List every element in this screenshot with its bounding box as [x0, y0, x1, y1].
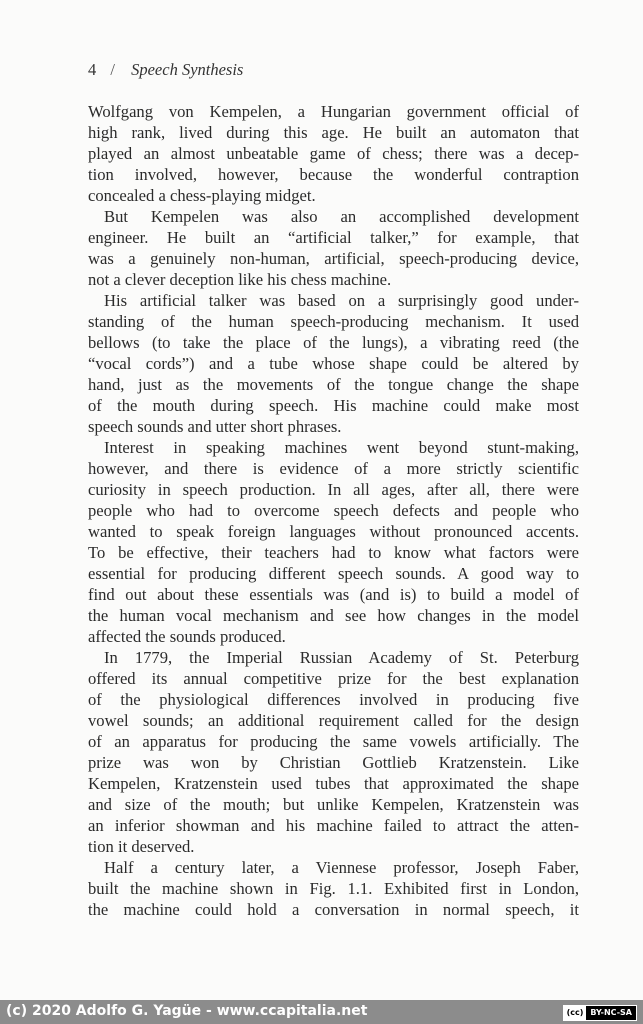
text-line: not a clever deception like his chess machine.	[88, 270, 392, 289]
text-line: find out about these essentials was (and is) to build a model of	[88, 585, 579, 604]
body-text	[88, 101, 579, 920]
text-line: of an apparatus for producing the same vowels artificially. The	[88, 732, 579, 751]
text-line: To be effective, their teachers had to know what factors were	[88, 543, 579, 562]
text-line: bellows (to take the place of the lungs), a vibrating reed (the	[88, 333, 579, 352]
text-line: however, and there is evidence of a more strictly scientific	[88, 459, 579, 478]
license-label: BY-NC-SA	[590, 1008, 632, 1017]
text-line: essential for producing different speech sounds. A good way to	[88, 564, 579, 583]
text-line: high rank, lived during this age. He built an automaton that	[88, 123, 579, 142]
text-line: an inferior showman and his machine failed to attract the atten-	[88, 816, 579, 835]
text-line: “vocal cords”) and a tube whose shape could be altered by	[88, 354, 579, 373]
text-line: hand, just as the movements of the tongue change the shape	[88, 375, 579, 394]
text-line: people who had to overcome speech defects and people who	[88, 501, 579, 520]
text-line: affected the sounds produced.	[88, 627, 286, 646]
running-head-title: Speech Synthesis	[131, 60, 244, 79]
text-line: Half a century later, a Viennese professor, Joseph Faber,	[104, 858, 579, 877]
text-line: offered its annual competitive prize for the best explanation	[88, 669, 579, 688]
text-line: Kempelen, Kratzenstein used tubes that approximated the shape	[88, 774, 579, 793]
text-line: But Kempelen was also an accomplished development	[104, 207, 579, 226]
text-line: concealed a chess-playing midget.	[88, 186, 316, 205]
cc-license-badge[interactable]	[563, 1005, 637, 1021]
text-line: wanted to speak foreign languages without pronounced accents.	[88, 522, 579, 541]
copyright-text: (c) 2020 Adolfo G. Yagüe - www.ccapitalia.net	[6, 1003, 368, 1019]
text-line: built the machine shown in Fig. 1.1. Exhibited first in London,	[88, 879, 579, 898]
running-head	[88, 60, 243, 80]
text-line: Wolfgang von Kempelen, a Hungarian government official of	[88, 102, 579, 121]
text-line: tion involved, however, because the wonderful contraption	[88, 165, 579, 184]
text-line: prize was won by Christian Gottlieb Kratzenstein. Like	[88, 753, 579, 772]
text-line: played an almost unbeatable game of chess; there was a decep-	[88, 144, 579, 163]
cc-icon: (cc)	[564, 1006, 587, 1020]
text-line: the human vocal mechanism and see how changes in the model	[88, 606, 579, 625]
copyright-footer	[0, 1000, 643, 1024]
text-line: vowel sounds; an additional requirement called for the design	[88, 711, 579, 730]
text-line: tion it deserved.	[88, 837, 195, 856]
text-line: and size of the mouth; but unlike Kempelen, Kratzenstein was	[88, 795, 579, 814]
text-line: Interest in speaking machines went beyond stunt-making,	[104, 438, 579, 457]
text-line: was a genuinely non-human, artificial, speech-producing device,	[88, 249, 579, 268]
text-line: the machine could hold a conversation in normal speech, it	[88, 900, 579, 919]
text-line: of the physiological differences involved in producing five	[88, 690, 579, 709]
text-line: of the mouth during speech. His machine could make most	[88, 396, 579, 415]
text-line: His artificial talker was based on a surprisingly good under-	[104, 291, 579, 310]
text-line: In 1779, the Imperial Russian Academy of St. Peterburg	[104, 648, 579, 667]
text-line: curiosity in speech production. In all ages, after all, there were	[88, 480, 579, 499]
text-line: engineer. He built an “artificial talker,” for example, that	[88, 228, 579, 247]
running-head-separator: /	[110, 60, 115, 79]
page-number: 4	[88, 60, 97, 79]
text-line: speech sounds and utter short phrases.	[88, 417, 342, 436]
text-line: standing of the human speech-producing mechanism. It used	[88, 312, 579, 331]
